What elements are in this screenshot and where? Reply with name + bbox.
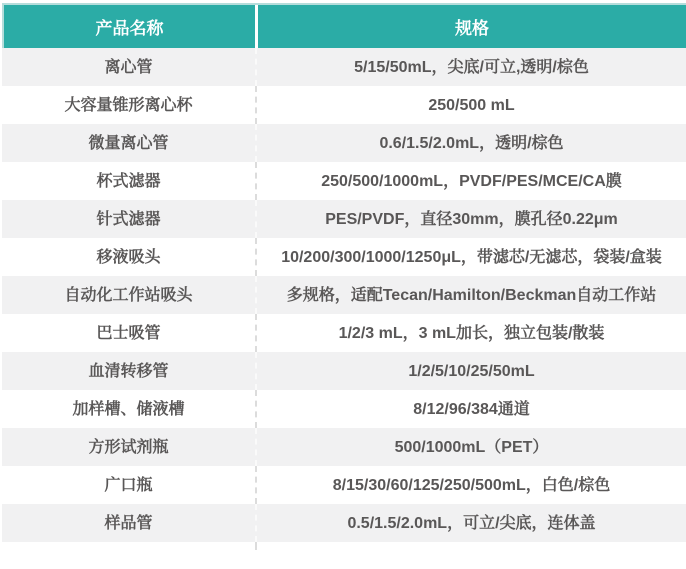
spec-text: 8/15/30/60/125/250/500mL，白色/棕色 (332, 476, 611, 494)
spec-cell (255, 86, 686, 124)
product-name-cell: 微量离心管 (88, 134, 169, 152)
table-row (2, 162, 686, 200)
spec-text: 250/500/1000mL，PVDF/PES/MCE/CA膜 (321, 172, 622, 190)
table-row (2, 314, 686, 352)
column-header-product-name: 产品名称 (95, 19, 164, 38)
table-row (2, 124, 686, 162)
spec-text: 1/2/5/10/25/50mL (408, 362, 535, 380)
spec-text: 10/200/300/1000/1250μL，带滤芯/无滤芯，袋装/盒装 (281, 248, 662, 266)
product-name-cell: 大容量锥形离心杯 (64, 96, 193, 114)
product-name-cell: 离心管 (104, 58, 153, 76)
spec-cell (255, 48, 686, 86)
table-row (2, 200, 686, 238)
table-header-row (2, 3, 686, 48)
table-row (2, 238, 686, 276)
spec-text: 8/12/96/384通道 (413, 400, 530, 418)
product-name-cell: 血清转移管 (88, 362, 169, 380)
product-name-cell: 针式滤器 (96, 210, 161, 228)
spec-cell (255, 276, 686, 314)
spec-text: 5/15/50mL，尖底/可立,透明/棕色 (354, 58, 589, 76)
product-name-cell: 方形试剂瓶 (88, 438, 169, 456)
spec-cell (255, 200, 686, 238)
spec-cell (255, 238, 686, 276)
table-row (2, 504, 686, 542)
table-row (2, 276, 686, 314)
spec-text: 250/500 mL (428, 96, 515, 114)
spec-text: 0.5/1.5/2.0mL，可立/尖底，连体盖 (347, 514, 596, 532)
table-row (2, 390, 686, 428)
product-name-cell: 加样槽、储液槽 (72, 400, 185, 418)
spec-cell (255, 352, 686, 390)
column-header-spec: 规格 (255, 5, 686, 48)
table-row (2, 352, 686, 390)
column-divider-tail (255, 542, 257, 550)
spec-cell (255, 162, 686, 200)
spec-cell (255, 390, 686, 428)
spec-cell (255, 504, 686, 542)
table-row (2, 466, 686, 504)
table-row (2, 428, 686, 466)
product-name-cell: 样品管 (104, 514, 153, 532)
spec-text: 多规格，适配Tecan/Hamilton/Beckman自动工作站 (286, 286, 657, 304)
spec-text: PES/PVDF，直径30mm，膜孔径0.22μm (325, 210, 618, 228)
spec-text: 1/2/3 mL，3 mL加长，独立包装/散装 (338, 324, 605, 342)
table-body (2, 48, 686, 542)
product-name-cell: 广口瓶 (104, 476, 153, 494)
product-name-cell: 自动化工作站吸头 (64, 286, 193, 304)
table-row (2, 86, 686, 124)
spec-text: 0.6/1.5/2.0mL，透明/棕色 (379, 134, 564, 152)
product-name-cell: 杯式滤器 (96, 172, 161, 190)
product-name-cell: 巴士吸管 (96, 324, 161, 342)
product-name-cell: 移液吸头 (96, 248, 161, 266)
product-spec-table (2, 3, 686, 542)
spec-cell (255, 428, 686, 466)
table-row (2, 48, 686, 86)
spec-text: 500/1000mL（PET） (394, 438, 549, 456)
spec-cell (255, 314, 686, 352)
spec-cell (255, 124, 686, 162)
spec-cell (255, 466, 686, 504)
